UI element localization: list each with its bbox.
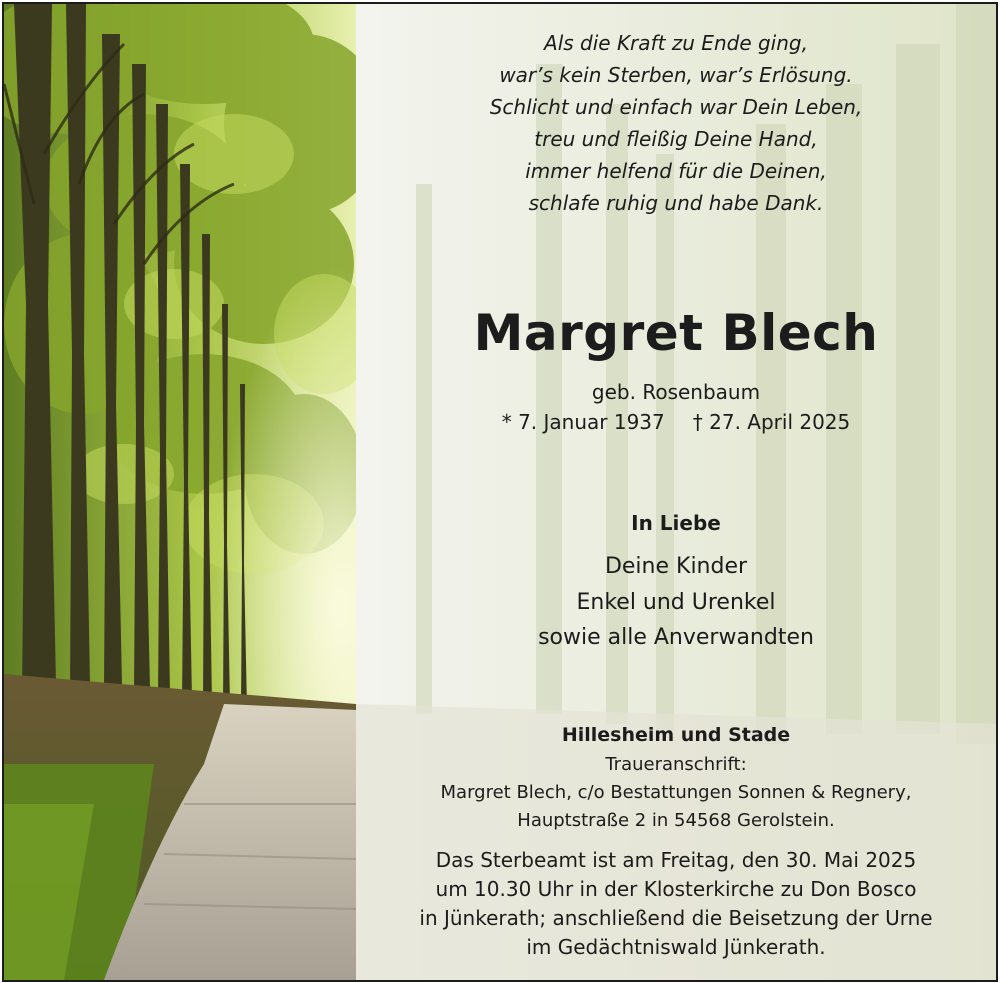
obituary-notice xyxy=(2,2,998,982)
death-date: † 27. April 2025 xyxy=(692,410,851,434)
address-line: Hauptstraße 2 in 54568 Gerolstein. xyxy=(517,810,835,831)
life-dates xyxy=(356,410,996,434)
service-line: um 10.30 Uhr in der Klosterkirche zu Don Bosco xyxy=(435,877,917,901)
service-line: Das Sterbeamt ist am Freitag, den 30. Mai 2025 xyxy=(435,848,917,872)
mourner-line: Deine Kinder xyxy=(604,554,748,579)
service-line: im Gedächtniswald Jünkerath. xyxy=(526,935,826,959)
address-label: Traueranschrift: xyxy=(605,754,747,775)
poem-line: schlafe ruhig und habe Dank. xyxy=(528,191,824,215)
maiden-name: geb. Rosenbaum xyxy=(591,380,761,404)
poem-line: treu und fleißig Deine Hand, xyxy=(534,127,818,151)
deceased-name: Margret Blech xyxy=(473,304,879,362)
address-line: Margret Blech, c/o Bestattungen Sonnen & Regnery, xyxy=(440,782,912,803)
service-line: in Jünkerath; anschließend die Beisetzung der Urne xyxy=(419,906,933,930)
poem-line: war’s kein Sterben, war’s Erlösung. xyxy=(499,63,853,87)
forest-path-photo xyxy=(4,4,356,980)
poem-line: Schlicht und einfach war Dein Leben, xyxy=(489,95,863,119)
mourner-line: Enkel und Urenkel xyxy=(576,590,776,615)
notice-text xyxy=(356,4,996,980)
birth-date: * 7. Januar 1937 xyxy=(501,410,665,434)
mourner-line: sowie alle Anverwandten xyxy=(538,625,814,650)
poem-line: immer helfend für die Deinen, xyxy=(525,159,827,183)
mourners-heading: In Liebe xyxy=(631,511,721,535)
places: Hillesheim und Stade xyxy=(561,724,791,746)
poem-line: Als die Kraft zu Ende ging, xyxy=(544,31,808,55)
